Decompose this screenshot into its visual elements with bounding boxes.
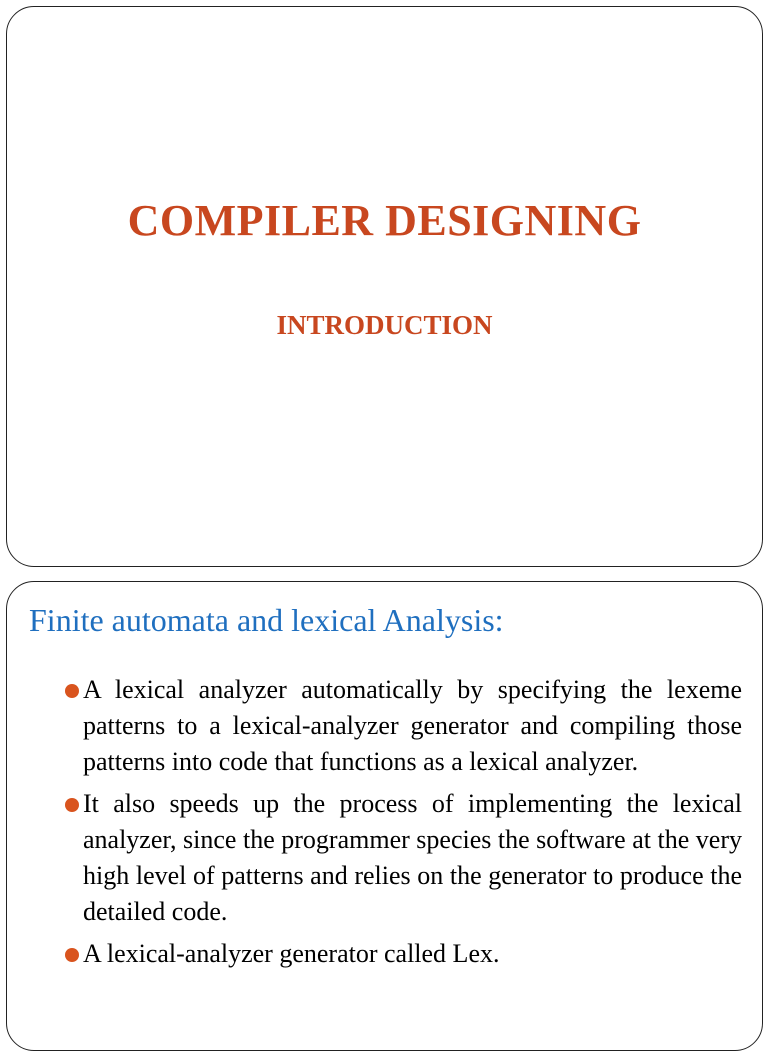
bullet-text: A lexical analyzer automatically by specifying the lexeme patterns to a lexical-analyzer generator and compiling those patterns into code that functions as a lexical analyzer. bbox=[83, 675, 742, 776]
bullet-list bbox=[7, 672, 764, 978]
bullet-item bbox=[7, 936, 764, 972]
bullet-item bbox=[7, 672, 764, 780]
bullet-dot-icon bbox=[65, 798, 79, 812]
section-heading: Finite automata and lexical Analysis: bbox=[29, 602, 504, 638]
bullet-dot-icon bbox=[65, 684, 79, 698]
bullet-item bbox=[7, 786, 764, 930]
title-slide bbox=[6, 6, 763, 567]
bullet-text: A lexical-analyzer generator called Lex. bbox=[83, 939, 500, 968]
bullet-text: It also speeds up the process of implementing the lexical analyzer, since the programmer species the software at the very high level of patterns and relies on the generator to produce the detailed code. bbox=[83, 789, 742, 926]
bullet-dot-icon bbox=[65, 948, 79, 962]
slide-title: COMPILER DESIGNING bbox=[127, 196, 642, 245]
content-slide bbox=[6, 581, 763, 1051]
slide-subtitle: INTRODUCTION bbox=[276, 310, 493, 340]
